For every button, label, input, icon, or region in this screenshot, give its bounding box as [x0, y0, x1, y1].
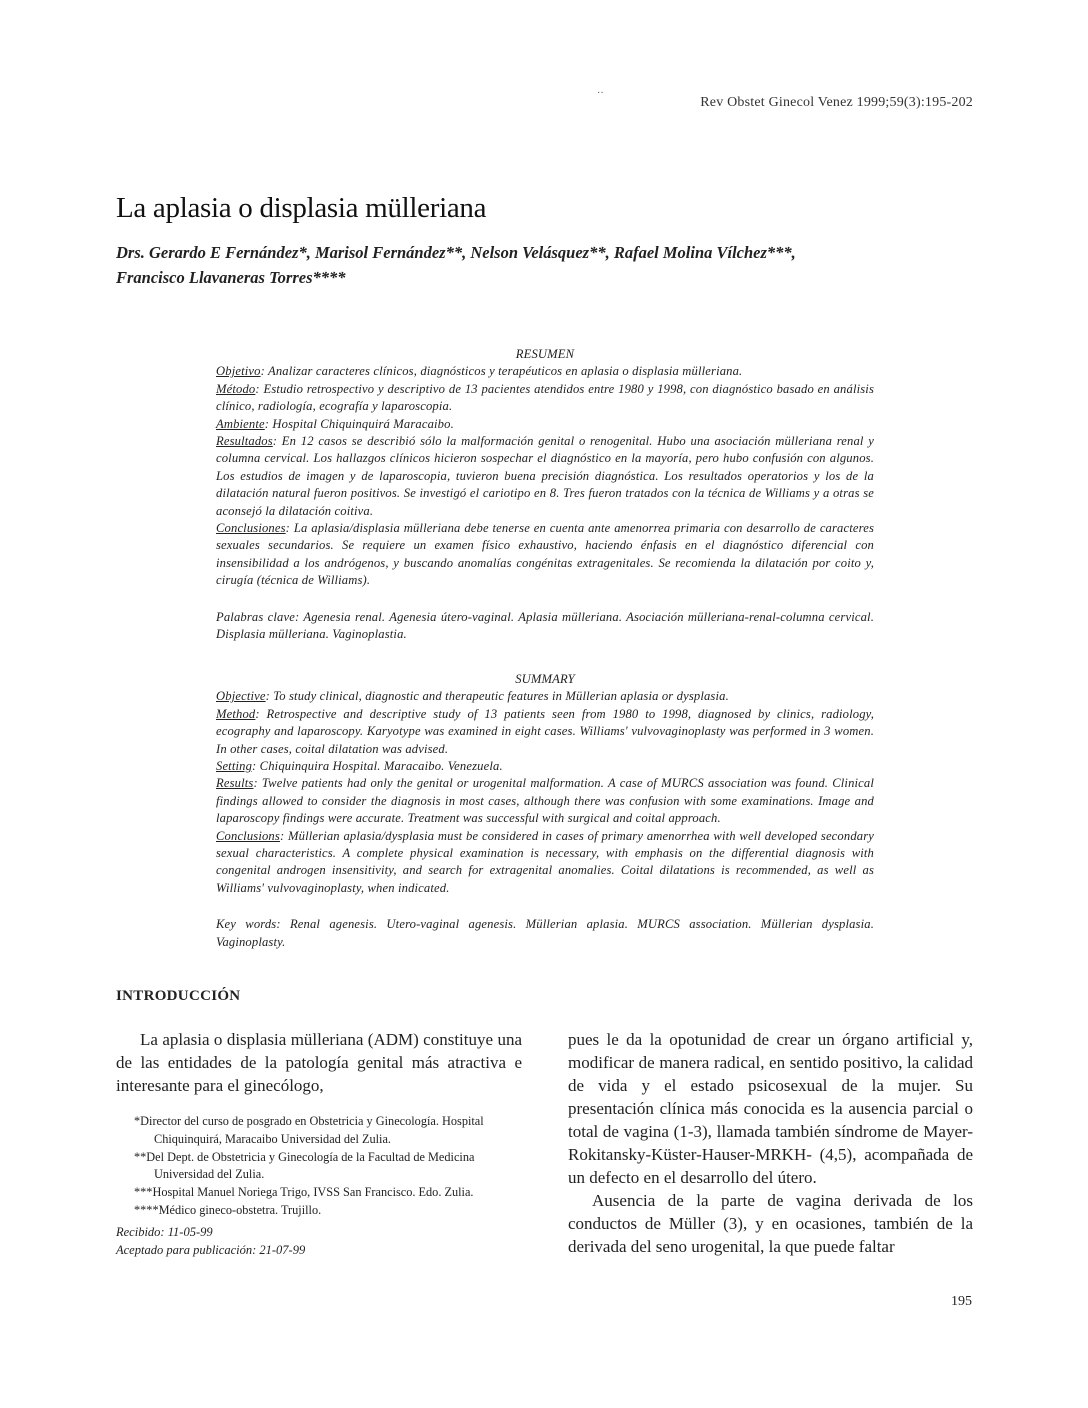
results-label: Results [216, 776, 254, 791]
page-number: 195 [951, 1294, 972, 1309]
objetivo-label: Objetivo [216, 364, 261, 379]
metodo-label: Método [216, 381, 256, 396]
resultados-label: Resultados [216, 434, 273, 449]
summary-setting [216, 758, 874, 775]
setting-label: Setting [216, 759, 253, 774]
journal-reference: Rev Obstet Ginecol Venez 1999;59(3):195-202 [700, 95, 973, 110]
method-label: Method [216, 706, 256, 721]
author-list [116, 240, 976, 290]
footnote-4: ****Médico gineco-obstetra. Trujillo. [134, 1202, 322, 1217]
palabras-clave: Palabras clave: Agenesia renal. Agenesia útero-vaginal. Aplasia mülleriana. Asociación mülleriana-renal-columna cervical. Displasia mülleriana. Vaginoplastia. [216, 609, 874, 642]
body-right-column [568, 1028, 973, 1258]
resumen-objetivo [216, 363, 874, 380]
accepted-date: Aceptado para publicación: 21-07-99 [116, 1242, 306, 1257]
affiliation-footnotes [116, 1113, 536, 1220]
objective-text: : To study clinical, diagnostic and therapeutic features in Müllerian aplasia or dysplasia. [265, 689, 729, 704]
footnote-2: **Del Dept. de Obstetricia y Ginecología de la Facultad de Medicina Universidad del Zulia. [134, 1149, 475, 1182]
resumen-conclusiones [216, 520, 874, 590]
submission-dates [116, 1224, 305, 1260]
method-text: : Retrospective and descriptive study of 13 patients seen from 1980 to 1998, diagnosed by clinics, radiology, ecography and laparoscopy. Karyotype was examined in eight cases. Williams' vulvovaginoplasty was performed in 3 women. In other cases, coital dilatation was advised. [216, 706, 874, 756]
summary-abstract [216, 671, 874, 951]
results-text: : Twelve patients had only the genital or urogenital malformation. A case of MURCS association was found. Clinical findings allowed to consider the diagnosis in most cases, although there was confusion with some examinations. Image and laparoscopy findings were accurate. Treatment was successful with surgical and coital approach. [216, 776, 874, 826]
received-date: Recibido: 11-05-99 [116, 1225, 213, 1239]
footnote-1: *Director del curso de posgrado en Obstetricia y Ginecología. Hospital Chiquinquirá, Maracaibo Universidad del Zulia. [134, 1114, 484, 1146]
resumen-ambiente [216, 416, 874, 433]
summary-method [216, 706, 874, 758]
summary-objective [216, 688, 874, 705]
intro-paragraph-right-2: Ausencia de la parte de vagina derivada de los conductos de Müller (3), y en ocasiones, también de la derivada del seno urogenital, la que puede faltar [568, 1191, 973, 1256]
section-heading-introduccion: INTRODUCCIÓN [116, 988, 241, 1004]
summary-conclusions [216, 828, 874, 898]
conclusiones-text: : La aplasia/displasia mülleriana debe tenerse en cuenta ante amenorrea primaria con desarrollo de caracteres sexuales secundarios. Se requiere un examen físico exhaustivo, haciendo énfasis en el diagnóstico diferencial con insensibilidad a los andrógenos, y buscando anomalías congénitas extragenitales. Se recomienda la dilatación por coito y, cirugía (técnica de Williams). [216, 521, 874, 588]
body-left-column [116, 1028, 522, 1097]
resumen-metodo [216, 381, 874, 416]
authors-line-1: Drs. Gerardo E Fernández*, Marisol Fernández**, Nelson Velásquez**, Rafael Molina Vílchez***, [116, 243, 796, 262]
footnote-3: ***Hospital Manuel Noriega Trigo, IVSS San Francisco. Edo. Zulia. [134, 1185, 474, 1200]
key-words: Key words: Renal agenesis. Utero-vaginal agenesis. Müllerian aplasia. MURCS association. Müllerian dysplasia. Vaginoplasty. [216, 917, 874, 949]
conclusions-text: : Müllerian aplasia/dysplasia must be considered in cases of primary amenorrhea with well developed secondary sexual characteristics. A complete physical examination is necessary, with emphasis on the differential diagnosis with congenital androgen insensitivity, and search for extragenital anomalies. Coital dilatations is recommended, as well as Williams' vulvovaginoplasty, when indicated. [216, 828, 874, 895]
ambiente-text: : Hospital Chiquinquirá Maracaibo. [264, 416, 454, 431]
objetivo-text: : Analizar caracteres clínicos, diagnósticos y terapéuticos en aplasia o displasia mülleriana. [260, 364, 743, 379]
summary-results [216, 775, 874, 827]
intro-paragraph-right-1: pues le da la opotunidad de crear un órgano artificial y, modificar de manera radical, en sentido positivo, la calidad de vida y el estado psicosexual de la mujer. Su presentación clínica más conocida es la ausencia parcial o total de vagina (1-3), llamada también síndrome de Mayer-Rokitansky-Küster-Hauser-MRKH- (4,5), acompañada de un defecto en el desarrollo del útero. [568, 1030, 973, 1187]
conclusiones-label: Conclusiones [216, 521, 286, 536]
intro-paragraph-left: La aplasia o displasia mülleriana (ADM) constituye una de las entidades de la patología genital más atractiva e interesante para el ginecólogo, [116, 1030, 522, 1095]
article-title: La aplasia o displasia mülleriana [116, 192, 487, 225]
resumen-abstract [216, 346, 874, 644]
setting-text: : Chiquinquira Hospital. Maracaibo. Venezuela. [252, 759, 503, 774]
conclusions-label: Conclusions [216, 828, 280, 843]
summary-heading: SUMMARY [515, 672, 575, 686]
header-dots: ·· [597, 88, 604, 99]
metodo-text: : Estudio retrospectivo y descriptivo de 13 pacientes atendidos entre 1980 y 1998, con diagnóstico basado en análisis clínico, radiología, ecografía y laparoscopia. [216, 381, 874, 414]
objective-label: Objective [216, 689, 266, 704]
authors-line-2: Francisco Llavaneras Torres**** [116, 268, 346, 287]
ambiente-label: Ambiente [216, 416, 265, 431]
resumen-resultados [216, 433, 874, 520]
resumen-heading: RESUMEN [515, 347, 575, 361]
resultados-text: : En 12 casos se describió sólo la malformación genital o renogenital. Hubo una asociación mülleriana renal y columna cervical. Los hallazgos clínicos hicieron sospechar el diagnóstico en la mayoría, pero hubo confusión con algunos. Los estudios de imagen y de laparoscopia, tuvieron buena precisión diagnóstica. Los resultados operatorios y los de la dilatación natural fueron positivos. Se investigó el cariotipo en 8. Tres fueron tratados con la técnica de Williams y a otras se aconsejó la dilatación coitiva. [216, 434, 874, 518]
